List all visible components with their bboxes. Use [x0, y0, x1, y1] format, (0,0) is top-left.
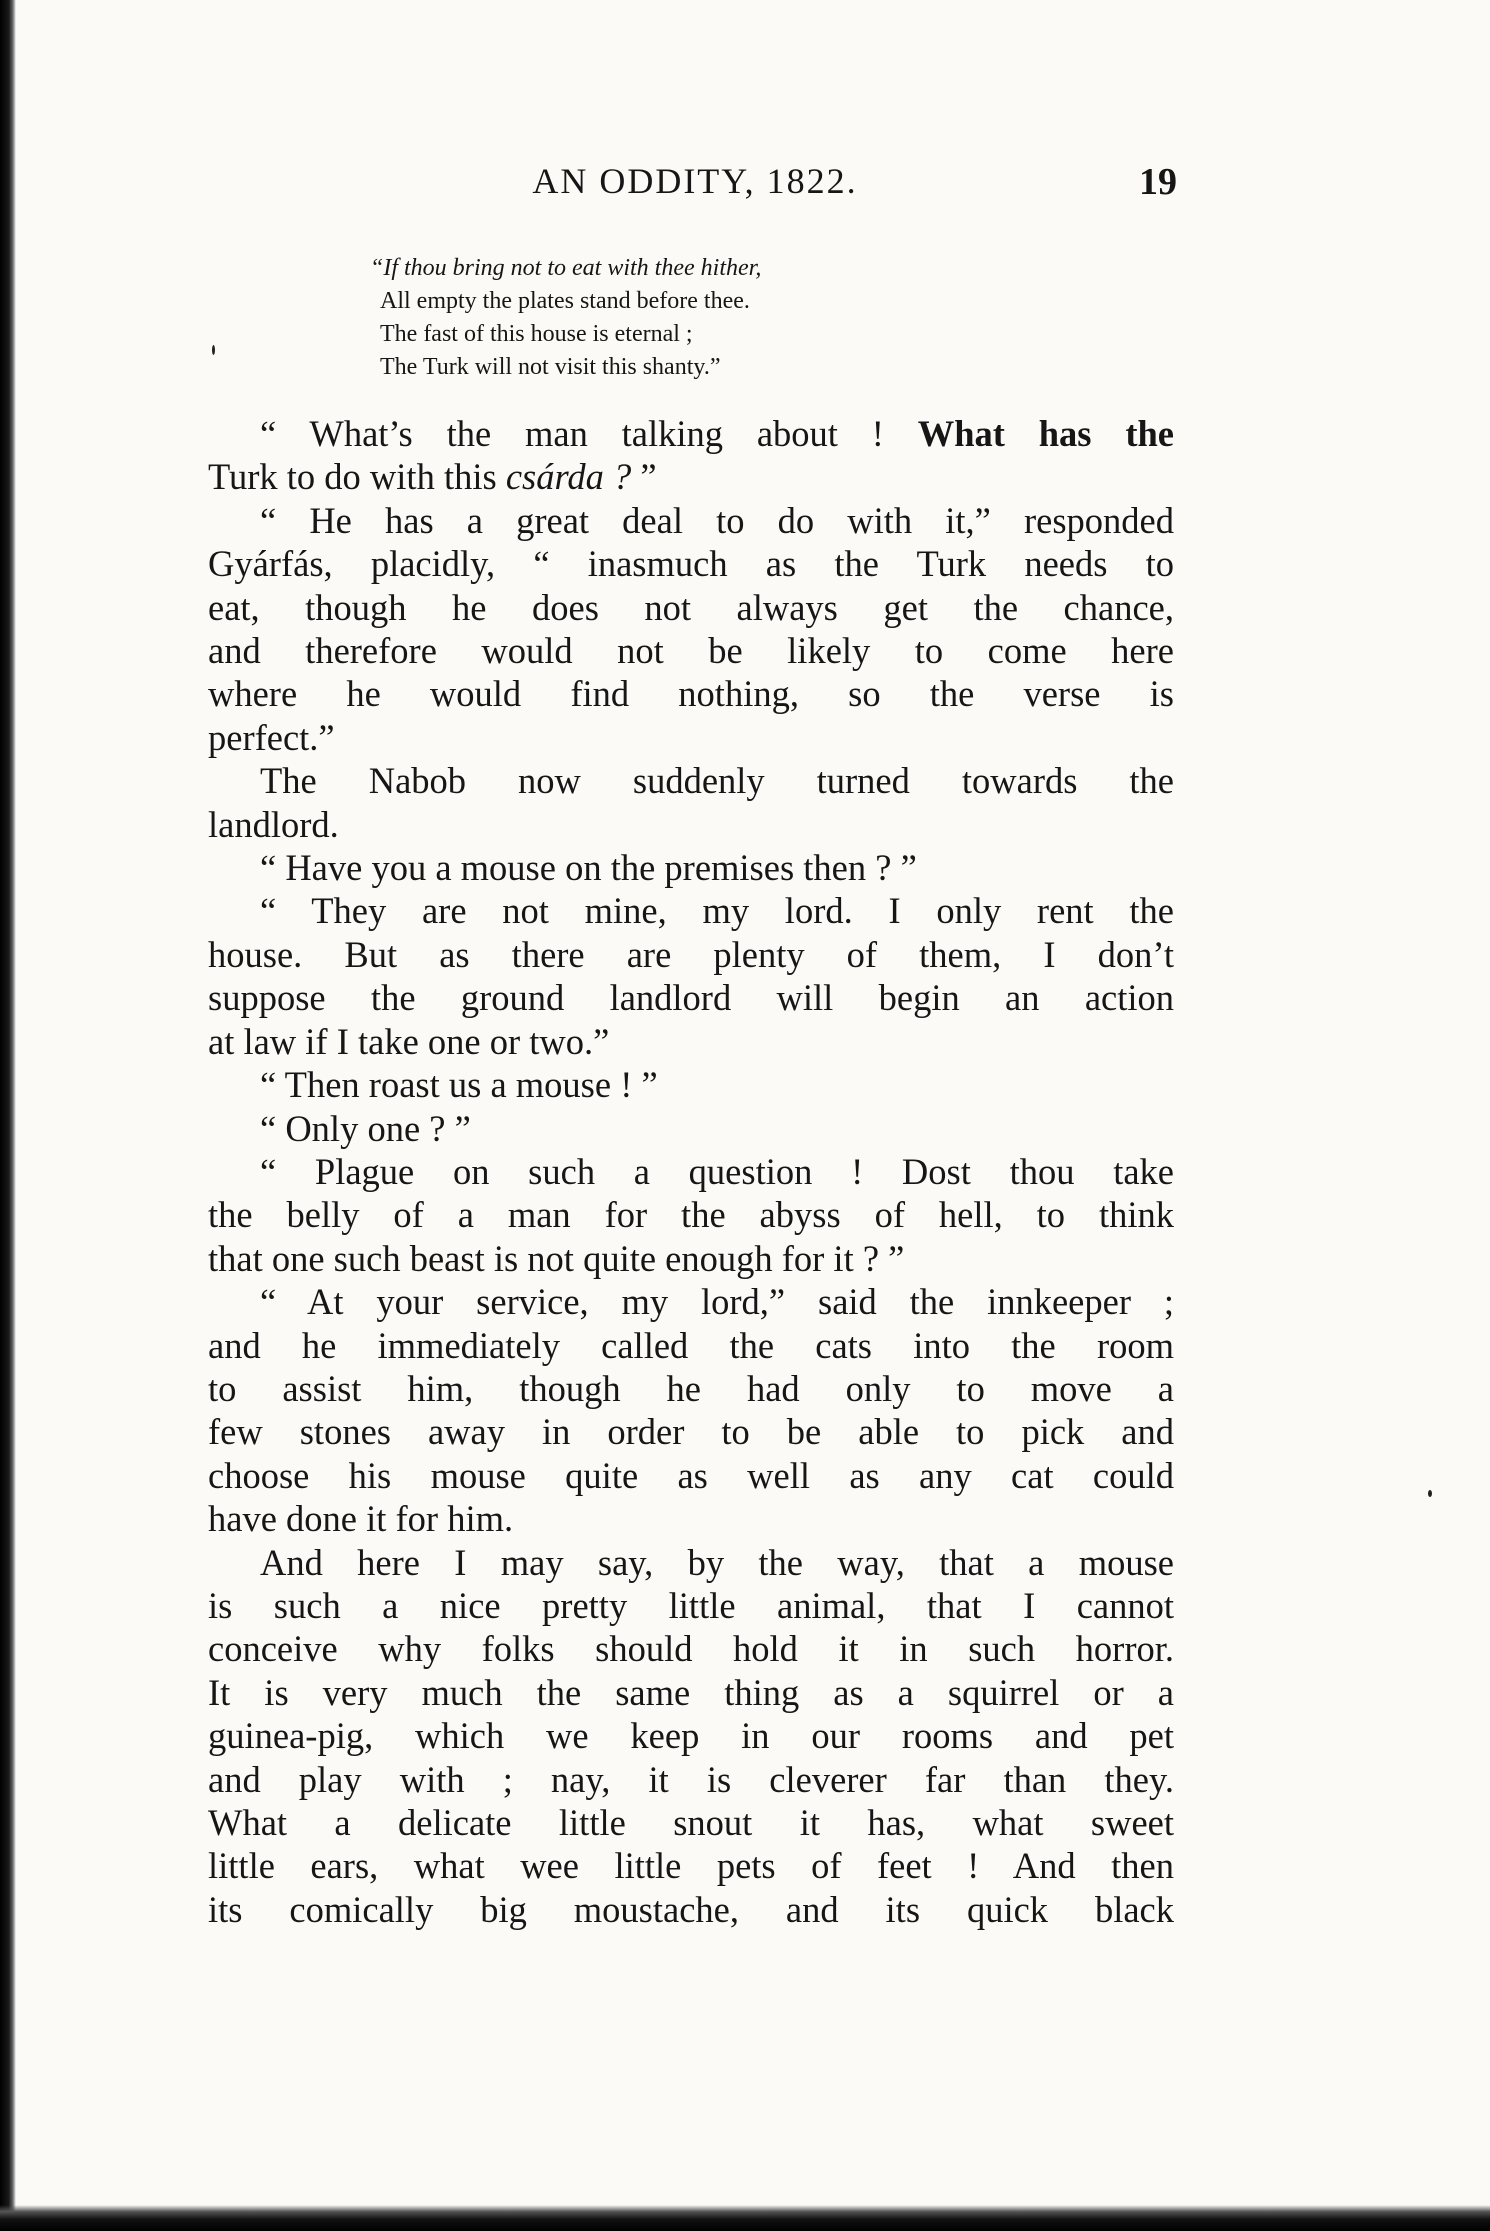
page-number: 19	[1139, 161, 1177, 203]
text-line: its comically big moustache, and its quick black	[208, 1888, 1174, 1930]
verse-line: The Turk will not visit this shanty.”	[380, 354, 721, 380]
text-line: and play with ; nay, it is cleverer far than they.	[208, 1758, 1174, 1800]
text-line: “ Only one ? ”	[260, 1107, 471, 1149]
text-line: Turk to do with this csárda ? ”	[208, 456, 657, 498]
text-line: that one such beast is not quite enough for it ? ”	[208, 1237, 905, 1279]
text-line: the belly of a man for the abyss of hell, to think	[208, 1194, 1174, 1236]
verse-line: “If thou bring not to eat with thee hither,	[370, 255, 762, 281]
text-line: at law if I take one or two.”	[208, 1020, 610, 1062]
page-edge-shadow	[0, 0, 16, 2231]
text-line: What a delicate little snout it has, what sweet	[208, 1802, 1174, 1843]
scan-speck	[212, 345, 215, 355]
text-line: It is very much the same thing as a squirrel or a	[208, 1671, 1174, 1713]
text-line: little ears, what wee little pets of feet ! And then	[208, 1845, 1174, 1887]
text-line: “ They are not mine, my lord. I only rent the	[260, 890, 1174, 932]
text-line: where he would find nothing, so the verse is	[208, 673, 1174, 715]
text-line: house. But as there are plenty of them, I don’t	[208, 933, 1174, 975]
text-line: The Nabob now suddenly turned towards the	[260, 760, 1174, 802]
text-line: is such a nice pretty little animal, that I cannot	[208, 1584, 1174, 1626]
text-line: “ Plague on such a question ! Dost thou take	[260, 1150, 1174, 1192]
text-line: And here I may say, by the way, that a mouse	[260, 1541, 1174, 1583]
verse-block	[370, 252, 1170, 384]
body-text	[208, 412, 1174, 1931]
scan-speck	[1428, 1490, 1432, 1497]
text-line: few stones away in order to be able to pick and	[208, 1411, 1174, 1453]
text-line: landlord.	[208, 803, 339, 845]
page-bottom-shadow	[0, 2205, 1490, 2231]
text-line: “ What’s the man talking about ! What has the	[260, 413, 1174, 454]
running-title: AN ODDITY, 1822.	[532, 161, 858, 201]
text-line: guinea-pig, which we keep in our rooms and pet	[208, 1715, 1174, 1757]
text-line: choose his mouse quite as well as any cat could	[208, 1454, 1174, 1496]
text-line: eat, though he does not always get the chance,	[208, 586, 1174, 628]
text-line: “ Then roast us a mouse ! ”	[260, 1064, 658, 1106]
verse-line: All empty the plates stand before thee.	[380, 288, 750, 314]
text-line: have done it for him.	[208, 1498, 514, 1540]
running-header	[205, 160, 1185, 210]
verse-line: The fast of this house is eternal ;	[380, 321, 693, 347]
text-line: “ Have you a mouse on the premises then ? ”	[260, 847, 917, 889]
text-line: Gyárfás, placidly, “ inasmuch as the Turk needs to	[208, 543, 1174, 585]
text-line: and he immediately called the cats into the room	[208, 1324, 1174, 1366]
text-line: conceive why folks should hold it in such horror.	[208, 1628, 1174, 1670]
text-line: “ He has a great deal to do with it,” responded	[260, 499, 1174, 541]
text-line: “ At your service, my lord,” said the innkeeper ;	[260, 1281, 1174, 1323]
text-line: perfect.”	[208, 716, 335, 758]
text-line: suppose the ground landlord will begin an action	[208, 977, 1174, 1019]
text-line: and therefore would not be likely to come here	[208, 630, 1174, 672]
text-line: to assist him, though he had only to move a	[208, 1367, 1174, 1409]
